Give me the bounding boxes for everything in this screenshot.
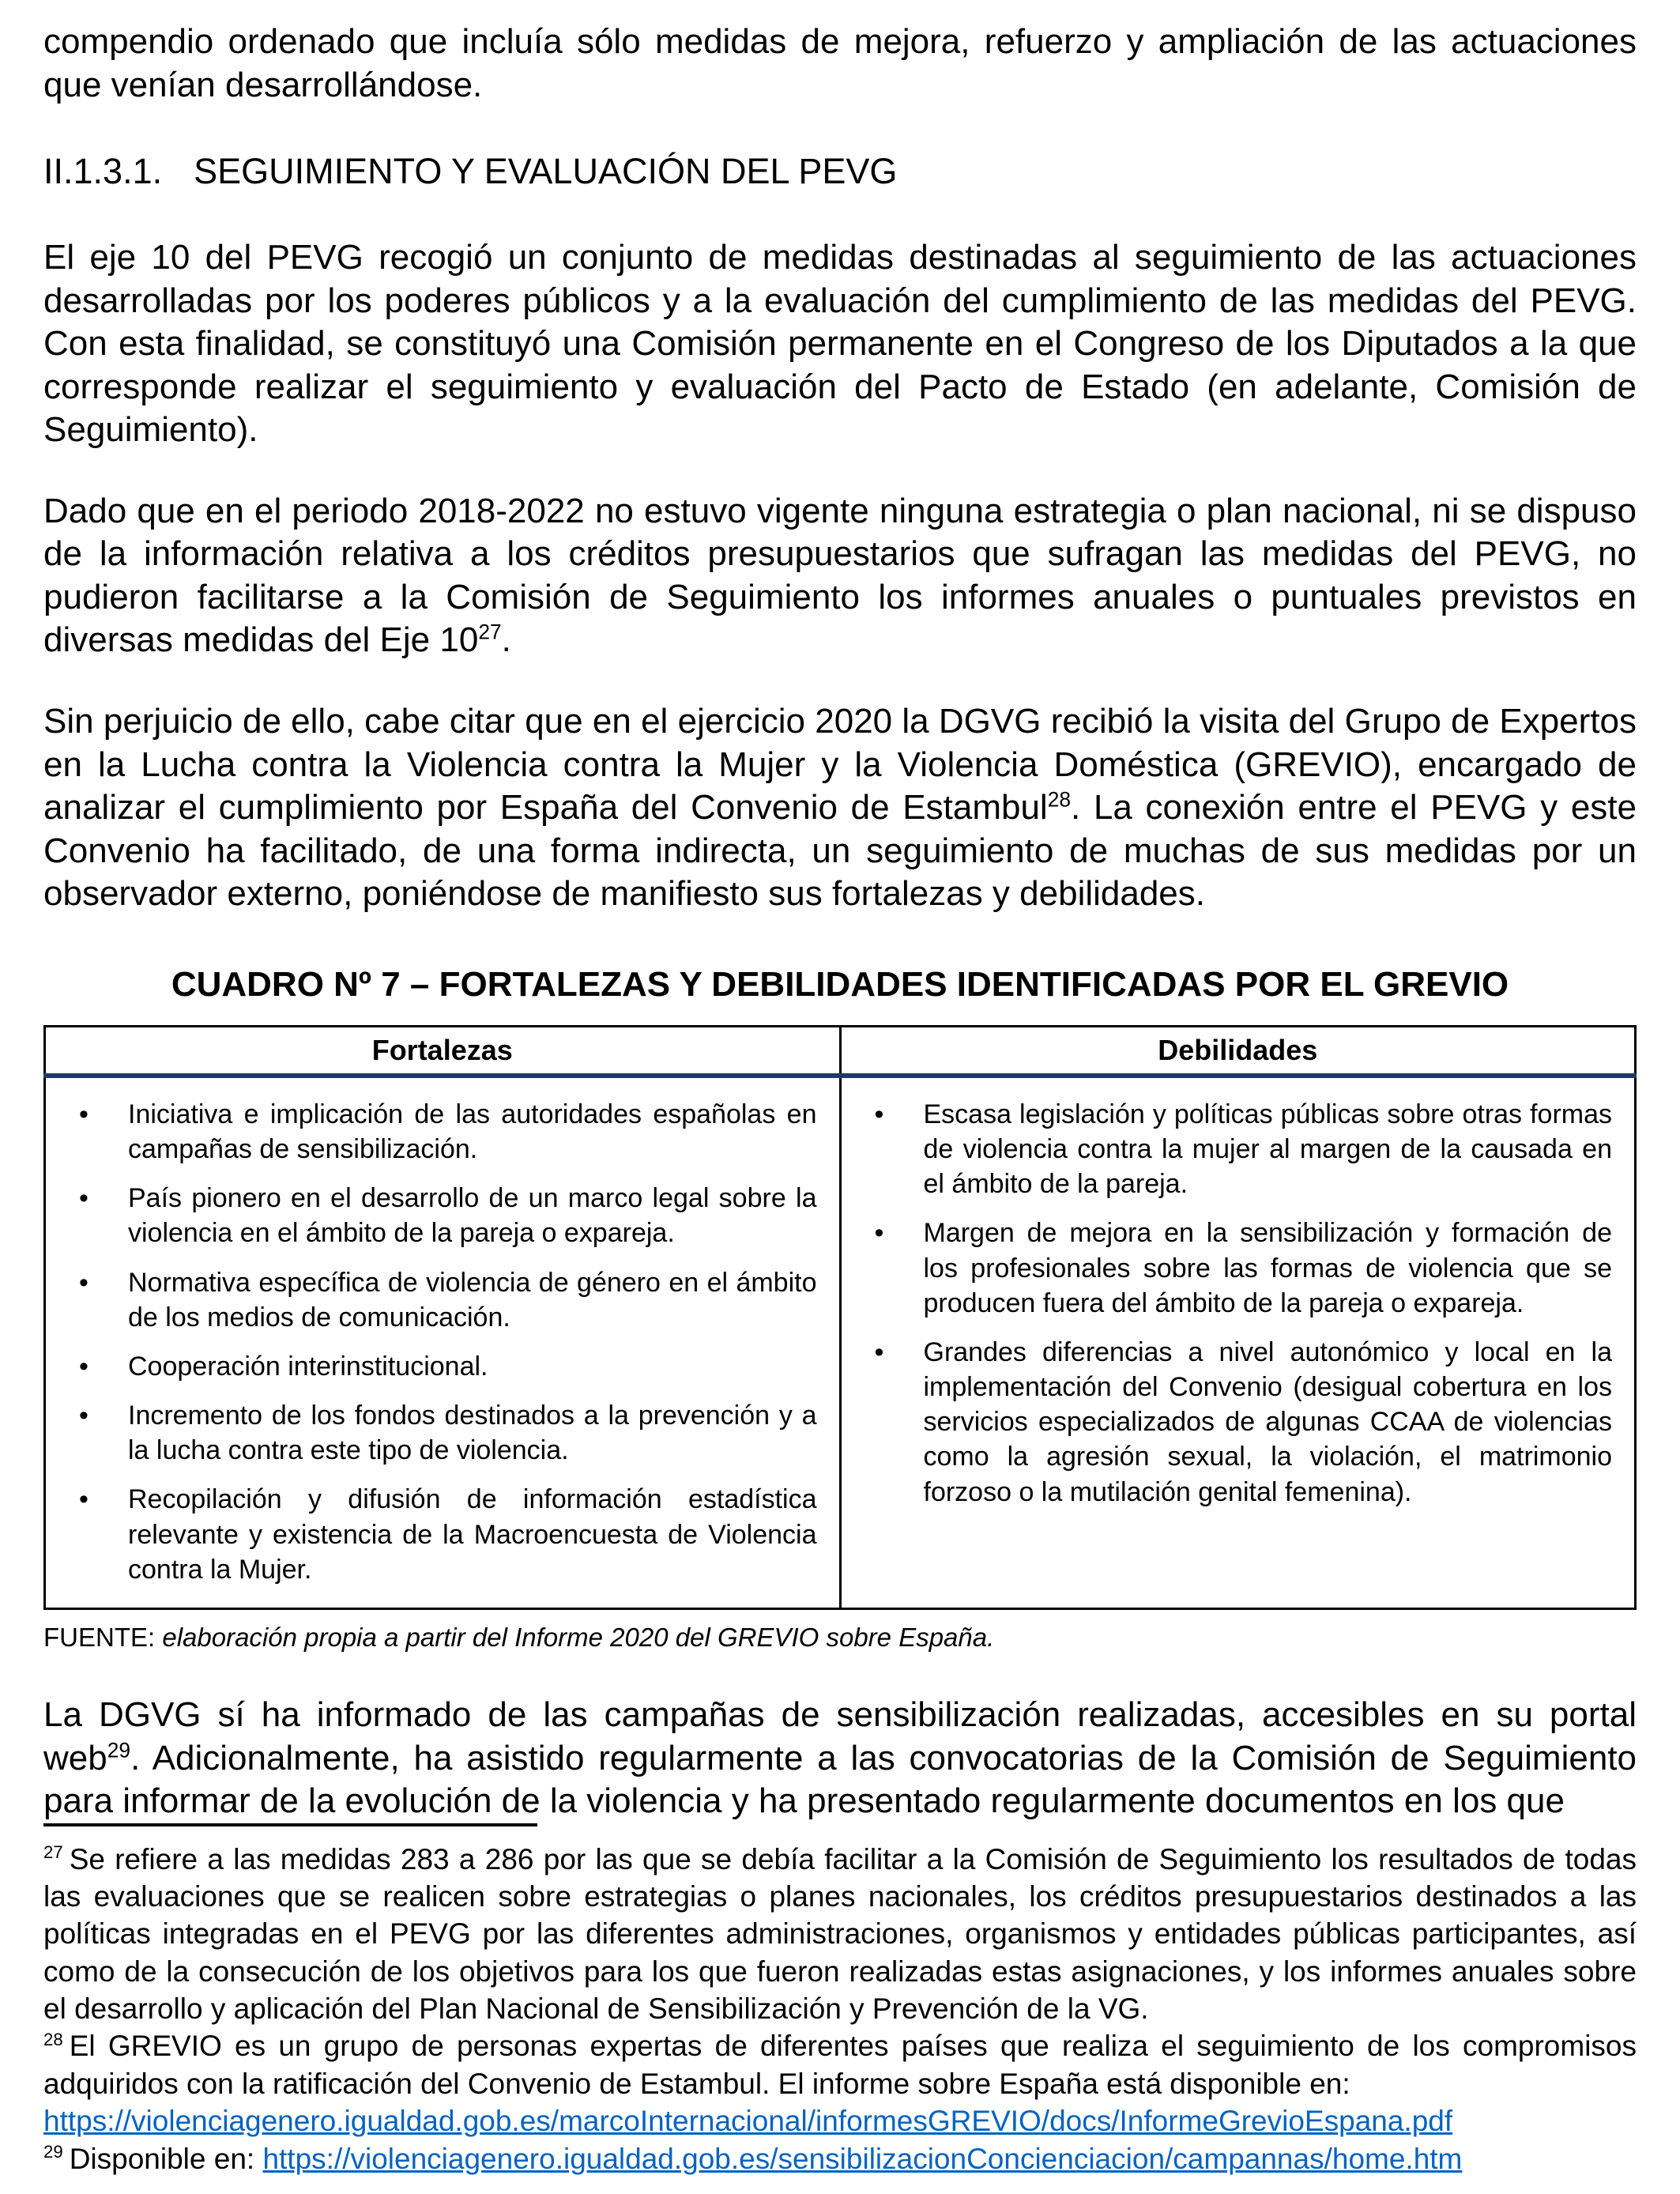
footnote-ref-29: 29 — [107, 1737, 131, 1762]
footnote-number: 27 — [43, 1842, 63, 1863]
bullet-icon: • — [874, 1218, 884, 1249]
list-item — [58, 1181, 817, 1250]
list-item — [58, 1482, 817, 1587]
list-item-text: Incremento de los fondos destinados a la prevención y a la lucha contra este tipo de violencia. — [128, 1400, 817, 1466]
footnote-28 — [43, 2027, 1637, 2139]
footnote-28-link-line — [43, 2102, 1637, 2139]
list-item — [854, 1097, 1613, 1202]
list-item-text: Normativa específica de violencia de género en el ámbito de los medios de comunicación. — [128, 1267, 817, 1333]
bullet-icon: • — [79, 1351, 89, 1382]
footnote-ref-27: 27 — [478, 620, 502, 644]
paragraph-1: El eje 10 del PEVG recogió un conjunto de medidas destinadas al seguimiento de las actuaciones desarrolladas por los poderes públicos y a la evaluación del cumplimiento de las medidas del PEVG. Con esta finalidad, se constituyó una Comisión permanente en el Congreso de los Diputados a la que corresponde realizar el seguimiento y evaluación del Pacto de Estado (en adelante, Comisión de Seguimiento). — [43, 238, 1637, 450]
paragraph-3-text: Sin perjuicio de ello, cabe citar que en el ejercicio 2020 la DGVG recibió la visita del Grupo de Expertos en la Lucha contra la Violencia contra la Mujer y la Violencia Doméstica (GREVIO), encargado de analizar el cumplimiento por España del Convenio de Estambul — [43, 702, 1637, 827]
column-header-debilidades: Debilidades — [840, 1026, 1636, 1076]
list-item-text: Escasa legislación y políticas públicas sobre otras formas de violencia contra la mujer al margen de la causada en el ámbito de la pareja. — [923, 1099, 1612, 1200]
paragraph-3-tail: . La conexión entre el PEVG y este Convenio ha facilitado, de una forma indirecta, un seguimiento de muchas de sus medidas por un observador externo, poniéndose de manifiesto sus fortalezas y debilidades. — [43, 788, 1637, 914]
section-heading — [43, 151, 1637, 192]
list-item-text: Margen de mejora en la sensibilización y formación de los profesionales sobre las formas de violencia que se producen fuera del ámbito de la pareja o expareja. — [923, 1218, 1612, 1318]
table-header-row — [45, 1026, 1636, 1076]
grevio-report-link[interactable]: https://violenciagenero.igualdad.gob.es/marcoInternacional/informesGREVIO/docs/InformeGrevioEspana.pdf — [43, 2105, 1453, 2138]
bullet-icon: • — [79, 1099, 89, 1129]
fortalezas-list — [58, 1097, 817, 1587]
footnote-29 — [43, 2140, 1637, 2177]
paragraph-4 — [43, 1694, 1637, 1823]
table-body-row — [45, 1076, 1636, 1609]
bullet-icon: • — [79, 1267, 89, 1298]
intro-paragraph: compendio ordenado que incluía sólo medidas de mejora, refuerzo y ampliación de las actuaciones que venían desarrollándose. — [43, 22, 1637, 104]
paragraph-4-text: La DGVG sí ha informado de las campañas de sensibilización realizadas, accesibles en su portal web — [43, 1695, 1637, 1777]
footnote-separator — [43, 1823, 537, 1826]
column-header-fortalezas: Fortalezas — [45, 1026, 841, 1076]
list-item-text: Iniciativa e implicación de las autoridades españolas en campañas de sensibilización. — [128, 1099, 817, 1164]
paragraph-4-tail: . Adicionalmente, ha asistido regularmente a las convocatorias de la Comisión de Seguimiento para informar de la evolución de la violencia y ha presentado regularmente documentos en los que — [43, 1738, 1637, 1821]
section-number: II.1.3.1. — [43, 151, 163, 192]
footnote-text: El GREVIO es un grupo de personas expertas de diferentes países que realiza el seguimiento de los compromisos adquiridos con la ratificación del Convenio de Estambul. El informe sobre España está disponible en: — [43, 2030, 1637, 2100]
paragraph-3 — [43, 700, 1637, 916]
strengths-weaknesses-table — [43, 1025, 1637, 1610]
fortalezas-cell — [45, 1076, 841, 1609]
bullet-icon: • — [79, 1183, 89, 1214]
footnote-text: Se refiere a las medidas 283 a 286 por las que se debía facilitar a la Comisión de Seguimiento los resultados de todas las evaluaciones que se realicen sobre estrategias o planes nacionales, los créditos presupuestarios destinados a las políticas integradas en el PEVG por las diferentes administraciones, organismos y entidades públicas participantes, así como de la consecución de los objetivos para los que fueron realizadas estas asignaciones, y los informes anuales sobre el desarrollo y aplicación del Plan Nacional de Sensibilización y Prevención de la VG. — [43, 1842, 1637, 2026]
table-title: CUADRO Nº 7 – FORTALEZAS Y DEBILIDADES IDENTIFICADAS POR EL GREVIO — [171, 964, 1509, 1004]
paragraph-2 — [43, 490, 1637, 662]
list-item-text: País pionero en el desarrollo de un marco legal sobre la violencia en el ámbito de la pareja o expareja. — [128, 1183, 817, 1249]
list-item-text: Cooperación interinstitucional. — [128, 1351, 488, 1382]
bullet-icon: • — [79, 1400, 89, 1431]
debilidades-list — [854, 1097, 1613, 1510]
footnote-number: 28 — [43, 2030, 63, 2050]
bullet-icon: • — [874, 1336, 884, 1367]
table-source — [43, 1623, 1637, 1653]
paragraph-2-tail: . — [501, 620, 511, 660]
campaigns-portal-link[interactable]: https://violenciagenero.igualdad.gob.es/sensibilizacionConcienciacion/campannas/home.htm — [262, 2142, 1463, 2175]
bullet-icon: • — [79, 1484, 89, 1515]
list-item — [854, 1216, 1613, 1321]
footnote-27 — [43, 1841, 1637, 2028]
debilidades-cell — [840, 1076, 1636, 1609]
footnote-text: Disponible en: — [69, 2142, 263, 2175]
source-text: elaboración propia a partir del Informe 2020 del GREVIO sobre España. — [162, 1623, 995, 1652]
footnote-number: 29 — [43, 2142, 63, 2162]
section-title: SEGUIMIENTO Y EVALUACIÓN DEL PEVG — [194, 151, 898, 192]
bullet-icon: • — [874, 1099, 884, 1129]
list-item — [58, 1265, 817, 1335]
list-item — [854, 1335, 1613, 1510]
list-item-text: Recopilación y difusión de información estadística relevante y existencia de la Macroencuesta de Violencia contra la Mujer. — [128, 1484, 817, 1585]
source-label: FUENTE: — [43, 1623, 163, 1652]
footnote-ref-28: 28 — [1047, 787, 1072, 812]
footnote-area — [43, 1823, 1637, 2177]
list-item — [58, 1398, 817, 1468]
paragraph-2-text: Dado que en el periodo 2018-2022 no estuvo vigente ninguna estrategia o plan nacional, ni se dispuso de la información relativa a los créditos presupuestarios que sufragan las medidas del PEVG, no pudieron facilitarse a la Comisión de Seguimiento los informes anuales o puntuales previstos en diversas medidas del Eje 10 — [43, 491, 1637, 660]
list-item-text: Grandes diferencias a nivel autonómico y local en la implementación del Convenio (desigual cobertura en los servicios especializados de algunas CCAA de violencias como la agresión sexual, la violación, el matrimonio forzoso o la mutilación genital femenina). — [923, 1336, 1612, 1507]
list-item — [58, 1349, 817, 1384]
list-item — [58, 1097, 817, 1167]
